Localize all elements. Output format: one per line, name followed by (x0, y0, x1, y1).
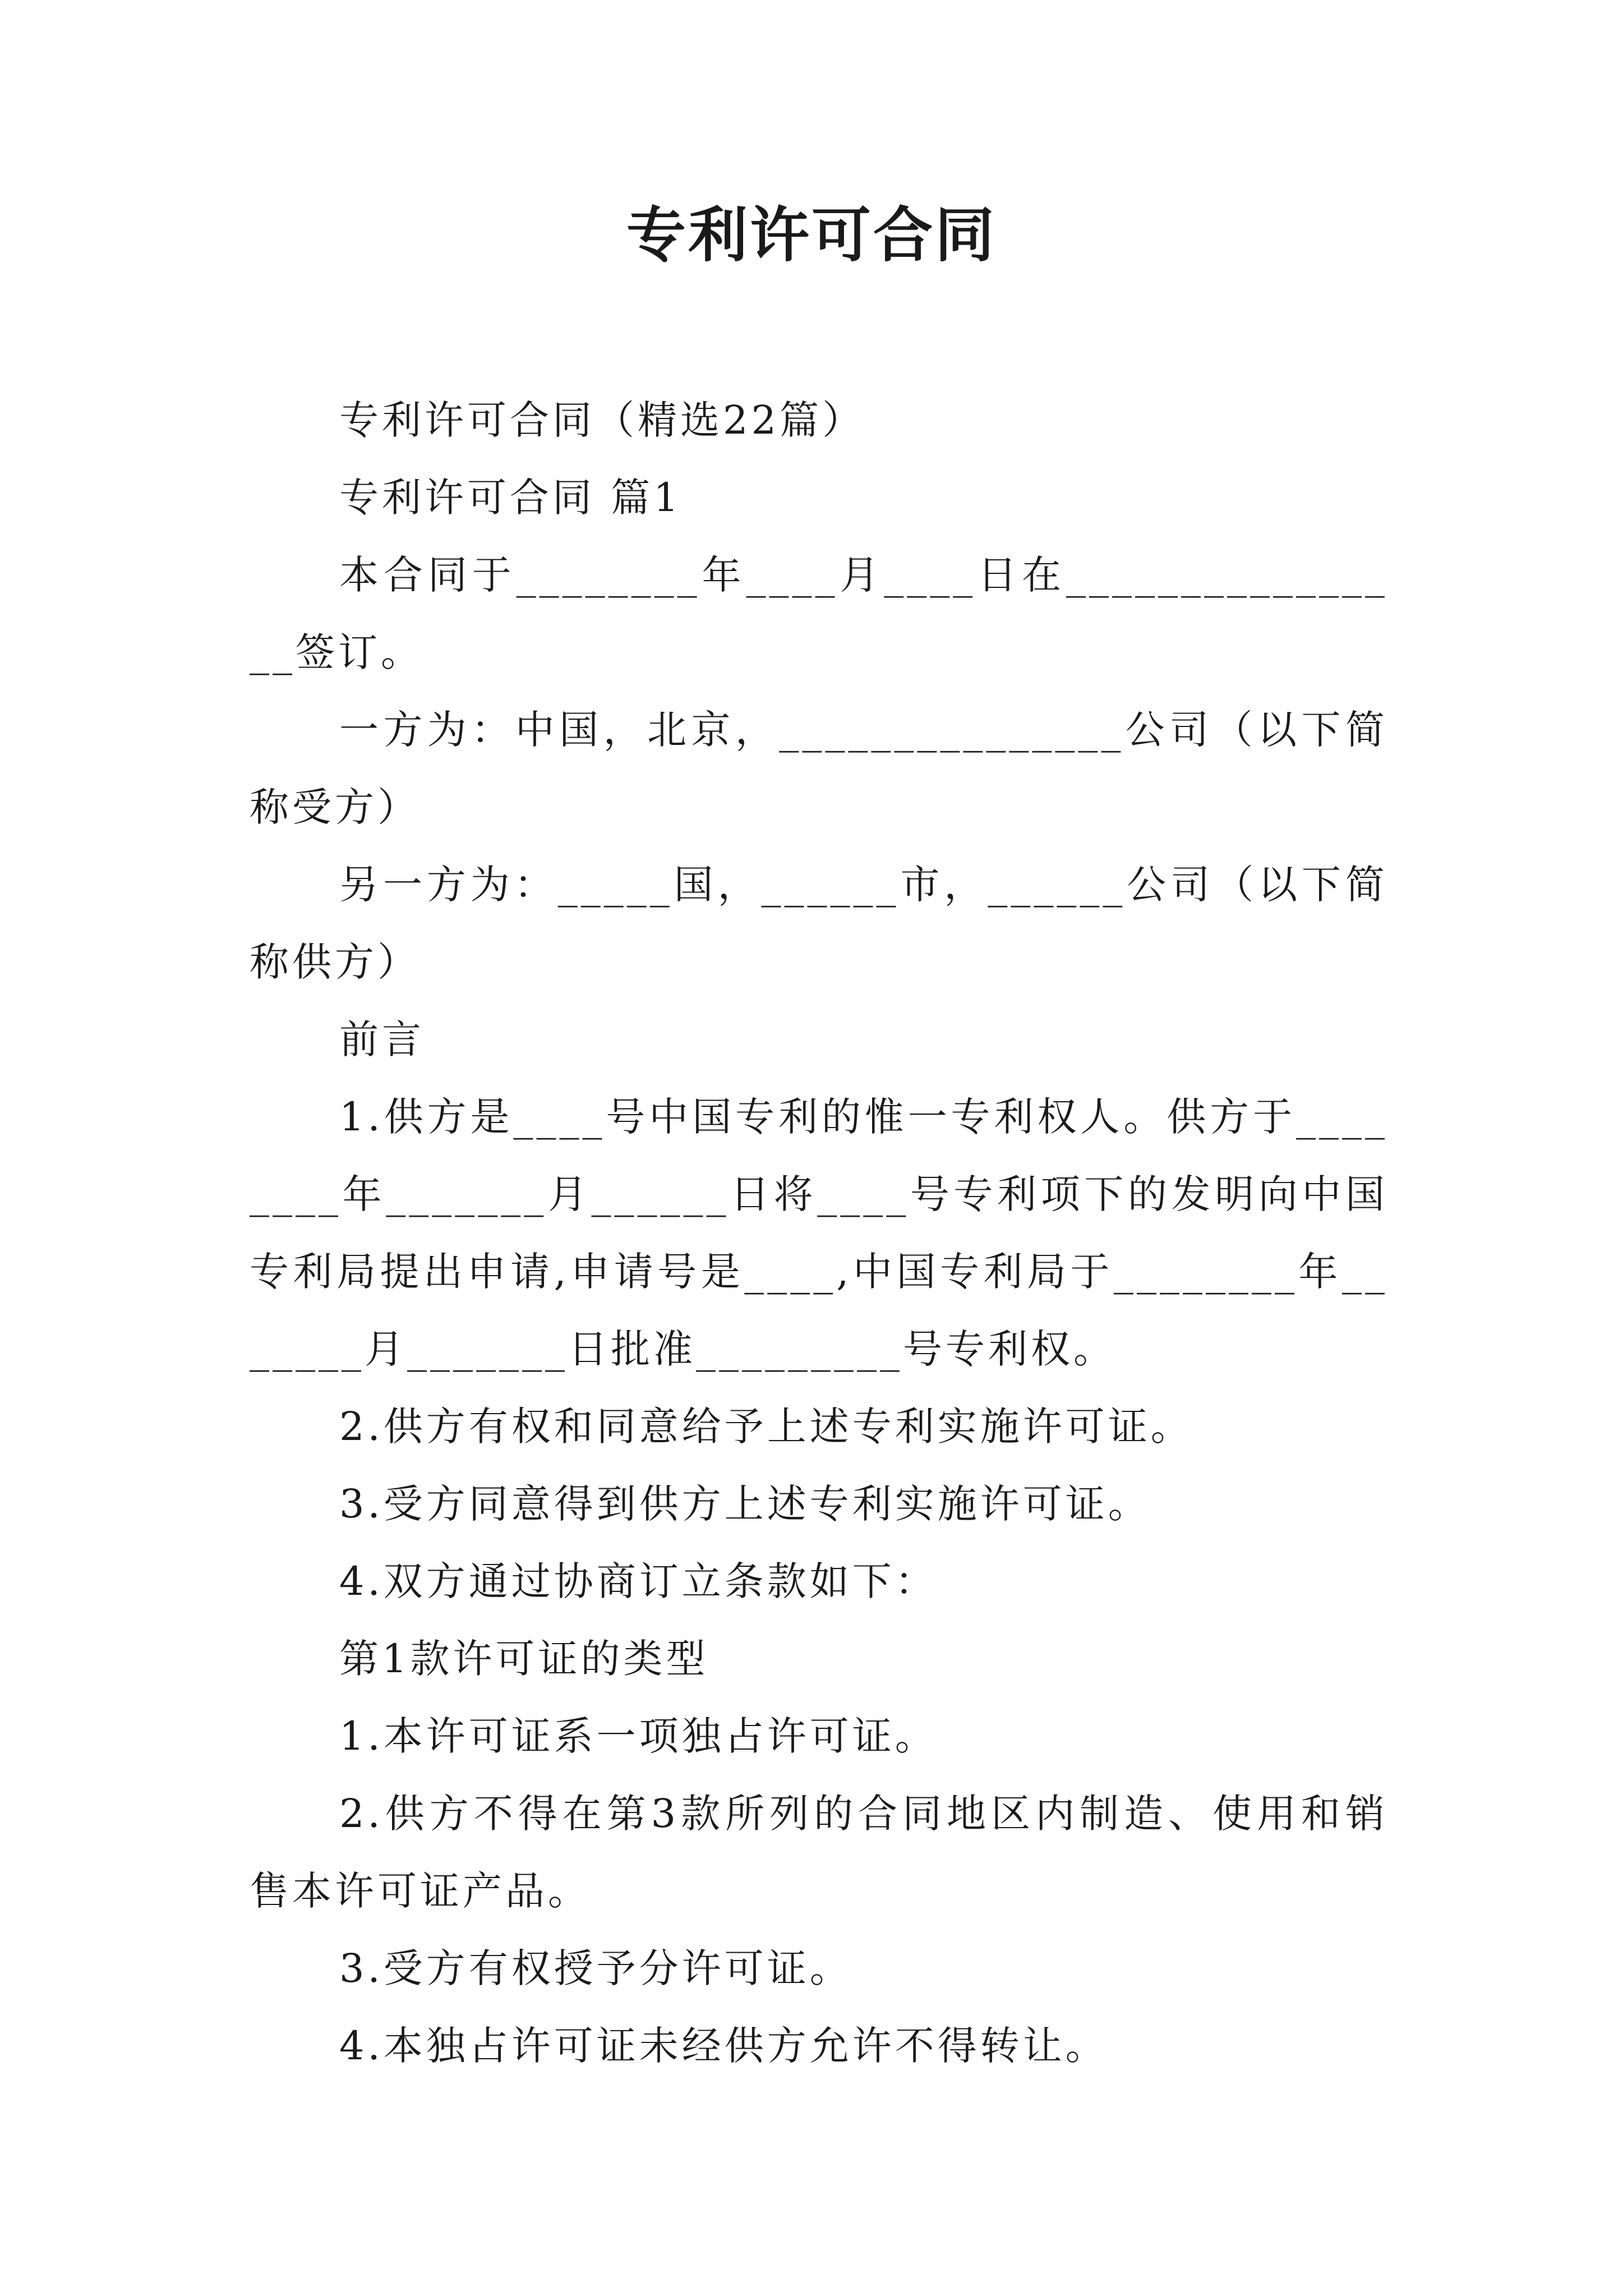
paragraph-section-heading: 专利许可合同 篇1 (339, 475, 682, 521)
paragraph-clause-1-item-1: 1.本许可证系一项独占许可证。 (339, 1713, 938, 1759)
paragraph-clause-1-item-4: 4.本独占许可证未经供方允许不得转让。 (339, 2023, 1108, 2069)
paragraph-party-licensee: 一方为：中国，北京，_______________公司（以下简称受方） (250, 707, 1388, 830)
paragraph-preface-heading: 前言 (339, 1016, 425, 1062)
paragraph-party-licensor: 另一方为：_____国，______市，______公司（以下简称供方） (250, 862, 1388, 985)
paragraph-clause-1-heading: 第1款许可证的类型 (339, 1636, 709, 1682)
paragraph-clause-1-item-3: 3.受方有权授予分许可证。 (339, 1945, 852, 1991)
paragraph-signing-date: 本合同于________年____月____日在________________签订。 (250, 552, 1388, 675)
paragraph-preface-1: 1.供方是____号中国专利的惟一专利权人。供方于________年_______月______日将____号专利项下的发明向中国专利局提出申请,申请号是____,中国专利局于________年_______月_______日批准_________号专利权。 (250, 1094, 1388, 1372)
paragraph-preface-2: 2.供方有权和同意给予上述专利实施许可证。 (339, 1404, 1193, 1450)
paragraph-clause-1-item-2: 2.供方不得在第3款所列的合同地区内制造、使用和销售本许可证产品。 (250, 1791, 1388, 1914)
paragraph-preface-3: 3.受方同意得到供方上述专利实施许可证。 (339, 1481, 1151, 1527)
paragraph-subtitle: 专利许可合同（精选22篇） (339, 397, 865, 443)
document-body (250, 381, 1388, 2085)
paragraph-preface-4: 4.双方通过协商订立条款如下： (339, 1558, 938, 1604)
document-title: 专利许可合同 (626, 201, 997, 270)
